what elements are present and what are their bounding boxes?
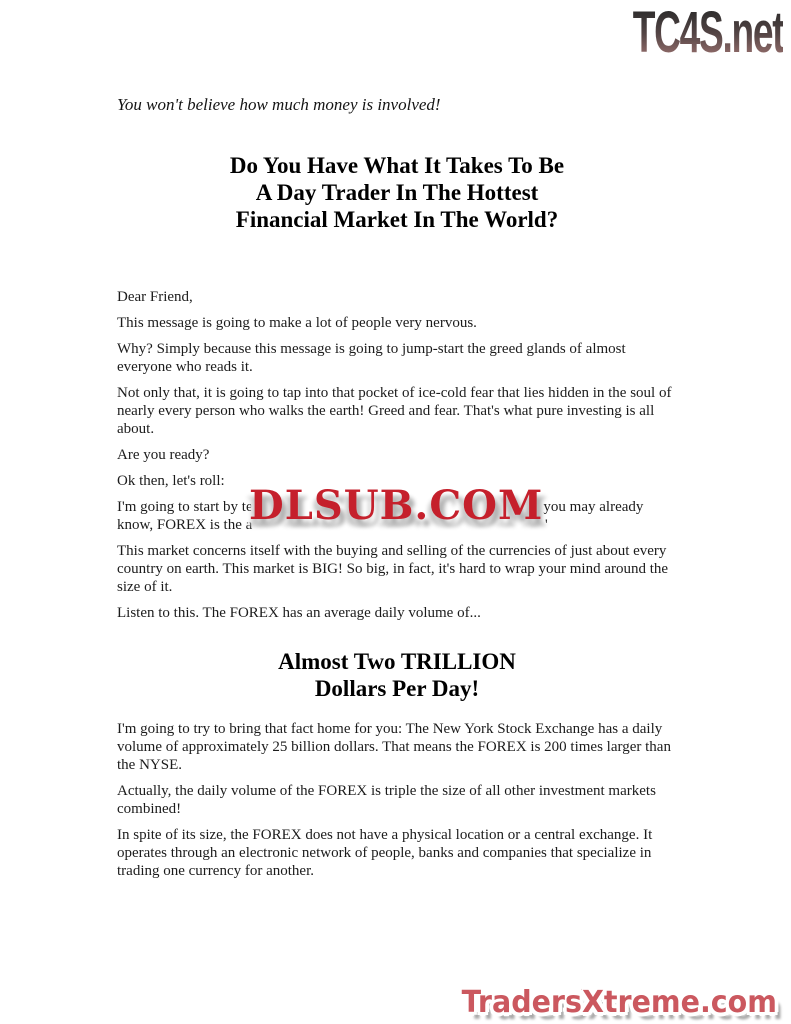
- subheadline-line-2: Dollars Per Day!: [314, 676, 480, 701]
- tagline: You won't believe how much money is involved!: [117, 95, 441, 114]
- paragraph: Listen to this. The FOREX has an average daily volume of...: [117, 605, 481, 621]
- obscured-text-fragment: ': [545, 517, 548, 533]
- main-headline: [117, 152, 677, 233]
- paragraph: Actually, the daily volume of the FOREX is triple the size of all other investment markets combined!: [117, 783, 656, 817]
- headline-line-1: Do You Have What It Takes To Be: [229, 153, 565, 178]
- subheadline-line-1: Almost Two TRILLION: [278, 649, 516, 674]
- headline-line-2: A Day Trader In The Hottest: [255, 180, 539, 205]
- paragraph: In spite of its size, the FOREX does not have a physical location or a central exchange. It operates through an electronic network of people, banks and companies that specialize in trading one currency for another.: [117, 827, 653, 879]
- paragraph: I'm going to try to bring that fact home for you: The New York Stock Exchange has a daily volume of approximately 25 billion dollars. That means the FOREX is 200 times larger than the NYSE.: [117, 721, 671, 773]
- obscured-text-fragment: As you may already: [523, 499, 644, 515]
- letter-content: [117, 0, 677, 880]
- paragraph: This market concerns itself with the buying and selling of the currencies of just about every country on earth. This market is BIG! So big, in fact, it's hard to wrap your mind around the size of it.: [117, 543, 669, 595]
- paragraph: Are you ready?: [117, 447, 210, 463]
- headline-line-3: Financial Market In The World?: [235, 207, 559, 232]
- obscured-text-fragment: I'm going to start by te: [117, 499, 253, 515]
- obscured-paragraph: [117, 482, 677, 534]
- paragraph: Not only that, it is going to tap into that pocket of ice-cold fear that lies hidden in the soul of nearly every person who walks the earth! Greed and fear. That's what pure investing is all about.: [117, 385, 672, 437]
- sub-headline: [117, 648, 677, 702]
- obscured-text-fragment: know, FOREX is the a: [117, 517, 253, 533]
- dlsub-watermark[interactable]: DLSUB.COM: [249, 482, 544, 529]
- paragraph: Ok then, let's roll:: [117, 473, 225, 489]
- paragraph: Why? Simply because this message is going to jump-start the greed glands of almost everyone who reads it.: [117, 341, 626, 375]
- salutation: Dear Friend,: [117, 289, 193, 305]
- tradersxtreme-logo[interactable]: TradersXtreme.com: [461, 985, 777, 1020]
- tc4s-logo[interactable]: TC4S.net: [632, 0, 783, 65]
- paragraph: This message is going to make a lot of people very nervous.: [117, 315, 477, 331]
